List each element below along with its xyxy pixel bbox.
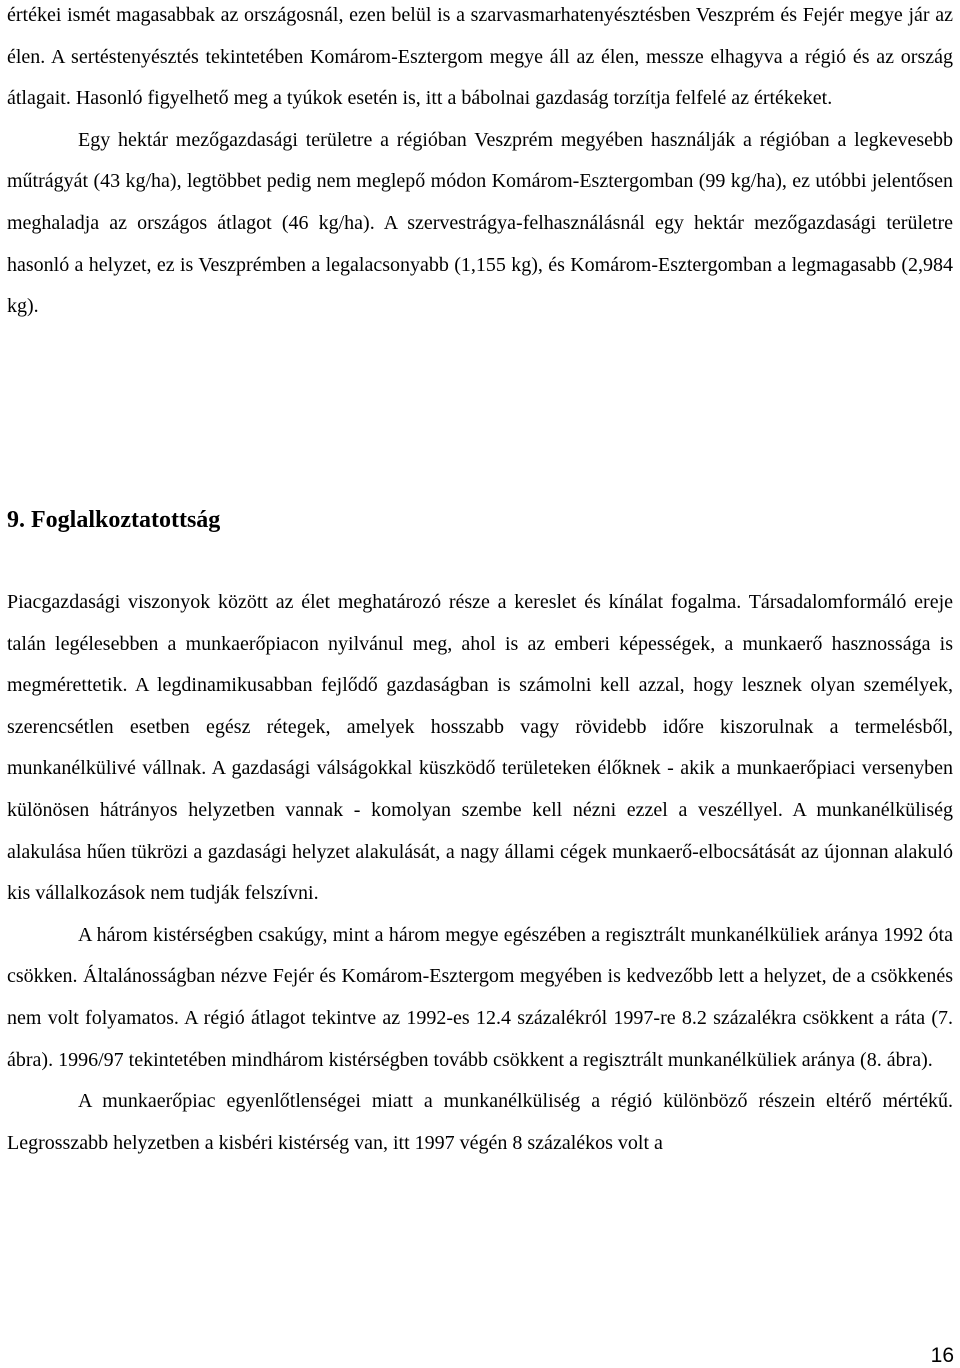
- page-number: 16: [930, 1344, 954, 1367]
- paragraph-unemployment-rate: A három kistérségben csakúgy, mint a három megye egészében a regisztrált munkanélküliek aránya 1992 óta csökken. Általánosságban nézve Fejér és Komárom-Esztergom megyében is kedvezőbb lett a helyzet, de a csökkenés nem volt folyamatos. A régió átlagot tekintve az 1992-es 12.4 százalékról 1997-re 8.2 százalékra csökkent a ráta (7. ábra). 1996/97 tekintetében mindhárom kistérségben tovább csökkent a regisztrált munkanélküliek aránya (8. ábra).: [7, 923, 953, 1071]
- section-heading: 9. Foglalkoztatottság: [7, 507, 221, 533]
- paragraph-labor-market: Piacgazdasági viszonyok között az élet meghatározó része a kereslet és kínálat fogalma. Társadalomformáló ereje talán legélesebben a munkaerőpiacon nyilvánul meg, ahol is az emberi képességek, a munkaerő hasznossága is megmérettetik. A legdinamikusabban fejlődő gazdaságban is számolni kell azzal, hogy lesznek olyan személyek, szerencsétlen esetben egész rétegek, amelyek hosszabb vagy rövidebb időre kiszorulnak a termelésből, munkanélkülivé vállnak. A gazdasági válságokkal küszködő területeken élőknek - akik a munkaerőpiaci versenyben különösen hátrányos helyzetben vannak - komolyan szembe kell nézni ezzel a veszéllyel. A munkanélküliség alakulása hűen tükrözi a gazdasági helyzet alakulását, a nagy állami cégek munkaerő-elbocsátását az újonnan alakuló kis vállalkozások nem tudják felszívni.: [7, 591, 953, 905]
- paragraph-fertilizer: Egy hektár mezőgazdasági területre a régióban Veszprém megyében használják a régióban a legkevesebb műtrágyát (43 kg/ha), legtöbbet pedig nem meglepő módon Komárom-Esztergomban (99 kg/ha), ez utóbbi jelentősen meghaladja az országos átlagot (46 kg/ha). A szervestrágya-felhasználásnál egy hektár mezőgazdasági területre hasonló a helyzet, ez is Veszprémben a legalacsonyabb (1,155 kg), és Komárom-Esztergomban a legmagasabb (2,984 kg).: [7, 128, 953, 318]
- document-page: [7, 0, 953, 1154]
- section-body: [7, 582, 953, 1164]
- paragraph-differences: A munkaerőpiac egyenlőtlenségei miatt a munkanélküliség a régió különböző részein eltérő mértékű. Legrosszabb helyzetben a kisbéri kistérség van, itt 1997 végén 8 százalékos volt a: [7, 1090, 953, 1154]
- paragraph-intro: értékei ismét magasabbak az országosnál, ezen belül is a szarvasmarhatenyésztésben Veszprém és Fejér megye jár az élen. A sertéstenyésztés tekintetében Komárom-Esztergom megye áll az élen, messze elhagyva a régió és az ország átlagait. Hasonló figyelhető meg a tyúkok esetén is, itt a bábolnai gazdaság torzítja felfelé az értékeket.: [7, 4, 953, 110]
